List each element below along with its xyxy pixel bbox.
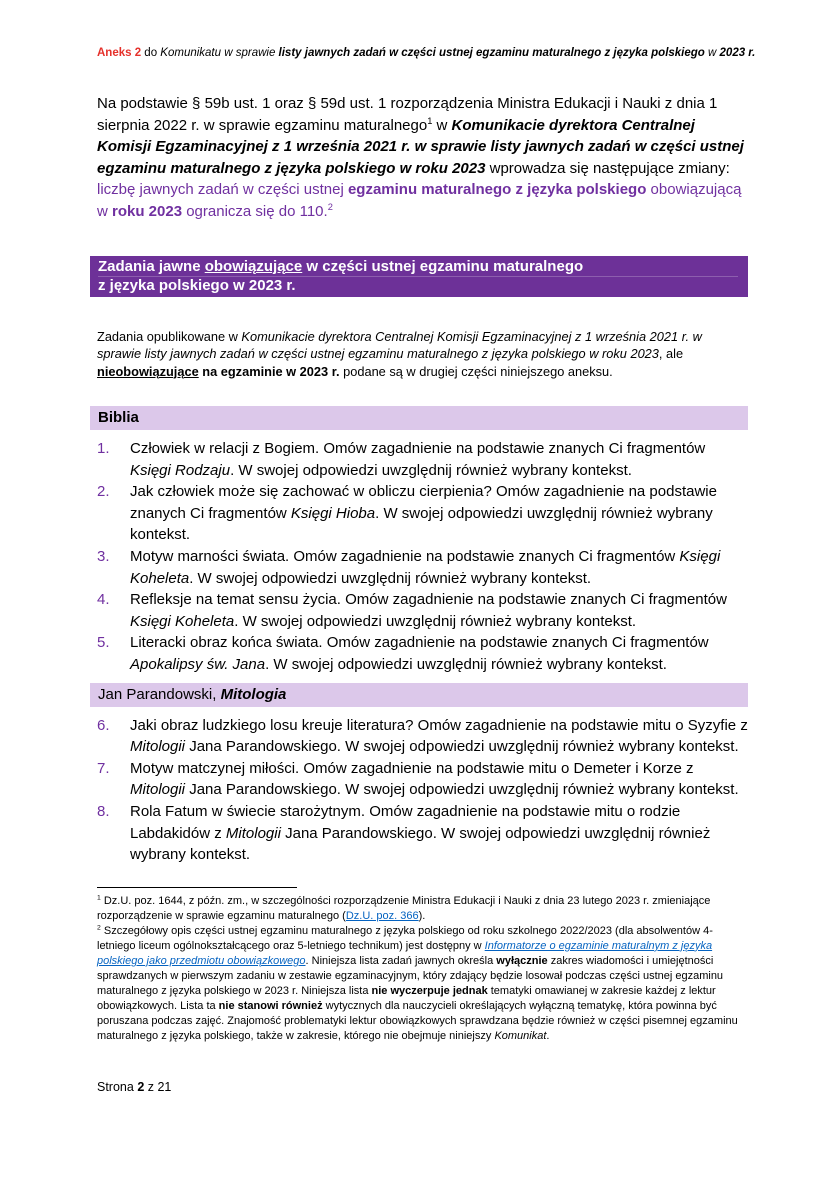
text-run: obowiązującą w	[97, 181, 742, 220]
text-run: , ale	[658, 346, 684, 362]
text-run: Komunikacie dyrektora Centralnej Komisji Egzaminacyjnej z 1 września 2021 r. w sprawie listy jawnych zadań w części ustnej egzaminu maturalnego z języka polskiego w roku 2023	[97, 328, 702, 362]
document-header	[97, 0, 780, 60]
item-number: 1.	[97, 440, 110, 458]
intro-paragraph	[97, 93, 747, 223]
text-run: .	[546, 1029, 550, 1042]
text-run: Księgi Koheleta	[130, 548, 721, 587]
text-run: Komunikatu w sprawie	[160, 47, 279, 59]
item-number: 8.	[97, 802, 110, 820]
text-run: zakres wiadomości i umiejętności sprawdzanych w pierwszym zadaniu w zestawie egzaminacyjnym, który zdający będzie losował podczas części ustnej egzaminu maturalnego z języka polskiego w 2023 r. Niniejsza lista	[97, 954, 724, 997]
text-run: Aneks 2	[97, 47, 142, 59]
dzu-366-link[interactable]: Dz.U. poz. 366	[345, 909, 419, 922]
text-run: Strona	[97, 1079, 138, 1094]
item-text	[130, 438, 748, 481]
text-run: Jak człowiek może się zachować w obliczu cierpienia? Omów zagadnienie na podstawie znanych Ci fragmentów	[130, 483, 717, 522]
item-number: 3.	[97, 548, 110, 566]
text-run: Mitologii	[225, 824, 281, 842]
text-run: Księgi Hioba	[290, 504, 376, 522]
text-run: wytycznych dla nauczycieli określających wyłączną tematykę, która powinna być poruszana podczas zajęć. Znajomość problematyki lektur obowiązkowych sprawdzana będzie również w części pisemnej egzaminu maturalnego z języka polskiego, także w zakresie, którego nie obejmuje niniejszy	[97, 999, 738, 1042]
text-run: Jan Parandowski,	[98, 685, 221, 703]
text-run: 2	[327, 201, 333, 212]
item-number: 5.	[97, 634, 110, 652]
text-run: 2023 r.	[719, 47, 756, 59]
text-run: Refleksje na temat sensu życia. Omów zagadnienie na podstawie znanych Ci fragmentów	[130, 591, 727, 609]
text-run: nie wyczerpuje jednak	[371, 984, 488, 997]
text-run: 2	[97, 924, 101, 932]
item-text	[130, 801, 748, 866]
text-run: 2	[137, 1079, 145, 1094]
text-run: do	[141, 47, 161, 59]
text-run: Dz.U. poz. 1644, z późn. zm., w szczególności rozporządzenie Ministra Edukacji i Nauki z dnia 23 lutego 2023 r. zmieniające rozporządzenie w sprawie egzaminu maturalnego (	[97, 894, 711, 922]
text-run: wprowadza się następujące zmiany:	[485, 159, 730, 177]
text-run: Jaki obraz ludzkiego losu kreuje literatura? Omów zagadnienie na podstawie mitu o Syzyfie z	[130, 716, 748, 734]
banner-line-2	[98, 276, 738, 295]
text-run: w części ustnej egzaminu maturalnego	[302, 257, 584, 275]
item-number: 6.	[97, 716, 110, 734]
footnote-2	[97, 924, 750, 1044]
footnote-1	[97, 894, 750, 924]
item-text	[130, 758, 748, 801]
text-run: Komunikat	[494, 1029, 547, 1042]
text-run: wyłącznie	[496, 954, 548, 967]
text-run: Księgi Rodzaju	[130, 461, 231, 479]
text-run: Księgi Koheleta	[130, 612, 235, 630]
text-run: z 21	[144, 1079, 172, 1094]
banner-line-1	[98, 258, 738, 276]
list-item	[97, 715, 748, 758]
text-run: ogranicza się do 110.	[182, 202, 328, 220]
list-item	[97, 758, 748, 801]
item-number: 7.	[97, 759, 110, 777]
footnote-separator	[97, 887, 297, 888]
item-text	[130, 632, 748, 675]
item-text	[130, 715, 748, 758]
list-item	[97, 801, 748, 866]
item-text	[130, 546, 748, 589]
text-run: . W swojej odpowiedzi uwzględnij również wybrany kontekst.	[189, 569, 592, 587]
text-run: . W swojej odpowiedzi uwzględnij również wybrany kontekst.	[130, 504, 713, 544]
text-run: w	[704, 47, 720, 59]
text-run: podane są w drugiej części niniejszego aneksu.	[339, 363, 613, 379]
text-run: roku 2023	[112, 202, 183, 220]
text-run: Zadania opublikowane w	[97, 328, 242, 344]
text-run: . Niniejsza lista zadań jawnych określa	[305, 954, 497, 967]
section-header-mitologia	[90, 683, 748, 707]
list-item	[97, 589, 748, 632]
task-list-mitologia	[97, 715, 748, 866]
text-run: Motyw marności świata. Omów zagadnienie na podstawie znanych Ci fragmentów	[130, 548, 680, 566]
text-run: w	[432, 116, 452, 134]
text-run: Rola Fatum w świecie starożytnym. Omów zagadnienie na podstawie mitu o rodzie Labdakidów z	[130, 802, 681, 842]
text-run: ).	[418, 909, 426, 922]
note-paragraph	[97, 328, 745, 381]
text-run: egzaminu maturalnego z języka polskiego	[347, 181, 647, 199]
informator-link[interactable]: Informatorze o egzaminie maturalnym z języka polskiego jako przedmiotu obowiązkowego	[97, 939, 713, 967]
text-run: 1	[427, 115, 433, 126]
text-run: Literacki obraz końca świata. Omów zagadnienie na podstawie znanych Ci fragmentów	[130, 634, 709, 652]
text-run: Zadania jawne	[98, 257, 205, 275]
text-run: . W swojej odpowiedzi uwzględnij również wybrany kontekst.	[230, 461, 632, 479]
text-run: . W swojej odpowiedzi uwzględnij również wybrany kontekst.	[265, 656, 667, 673]
text-run: Komunikacie dyrektora Centralnej Komisji Egzaminacyjnej z 1 września 2021 r. w sprawie listy jawnych zadań w części ustnej egzaminu maturalnego z języka polskiego w roku 2023	[97, 116, 744, 177]
page-number	[97, 1080, 840, 1094]
text-run: tematyki omawianej w zakresie każdej z lektur obowiązkowych. Lista ta	[97, 984, 716, 1012]
text-run: na egzaminie w 2023 r.	[198, 363, 340, 379]
item-text	[130, 589, 748, 632]
item-number: 2.	[97, 483, 110, 501]
task-list-biblia	[97, 438, 748, 676]
text-run: 1	[97, 894, 101, 902]
text-run: Motyw matczynej miłości. Omów zagadnienie na podstawie mitu o Demeter i Korze z	[130, 759, 694, 777]
section-header-biblia	[90, 406, 748, 430]
text-run: Na podstawie § 59b ust. 1 oraz § 59d ust. 1 rozporządzenia Ministra Edukacji i Nauki z dnia 1 sierpnia 2022 r. w sprawie egzaminu maturalnego	[97, 95, 718, 134]
text-run: nie stanowi również	[218, 999, 323, 1012]
item-text	[130, 481, 748, 546]
text-run: Mitologia	[220, 685, 287, 703]
item-number: 4.	[97, 591, 110, 609]
text-run: listy jawnych zadań w części ustnej egzaminu maturalnego z języka polskiego	[278, 47, 705, 59]
list-item	[97, 481, 748, 546]
list-item	[97, 632, 748, 675]
text-run: z języka polskiego w 2023 r.	[98, 276, 296, 294]
text-run: Człowiek w relacji z Bogiem. Omów zagadnienie na podstawie znanych Ci fragmentów	[130, 440, 706, 458]
text-run: . W swojej odpowiedzi uwzględnij również wybrany kontekst.	[234, 612, 637, 630]
text-run: liczbę jawnych zadań w części ustnej	[97, 181, 348, 199]
text-run: Biblia	[98, 409, 139, 427]
main-title-banner	[90, 256, 748, 297]
text-run: Mitologii	[130, 781, 186, 799]
text-run: nieobowiązujące	[97, 363, 199, 379]
text-run: Apokalipsy św. Jana	[130, 656, 266, 673]
list-item	[97, 438, 748, 481]
text-run: Szczegółowy opis części ustnej egzaminu maturalnego z języka polskiego od roku szkolnego 2022/2023 (dla absolwentów 4-letniego liceum ogólnokształcącego oraz 5-letniego technikum) jest dostępny w	[97, 924, 713, 952]
footnotes	[97, 894, 750, 1044]
list-item	[97, 546, 748, 589]
text-run: obowiązujące	[204, 257, 303, 275]
text-run: Jana Parandowskiego. W swojej odpowiedzi uwzględnij również wybrany kontekst.	[130, 824, 711, 864]
text-run: Jana Parandowskiego. W swojej odpowiedzi uwzględnij również wybrany kontekst.	[185, 781, 739, 799]
text-run: Jana Parandowskiego. W swojej odpowiedzi uwzględnij również wybrany kontekst.	[185, 738, 739, 756]
text-run: Mitologii	[130, 738, 186, 756]
